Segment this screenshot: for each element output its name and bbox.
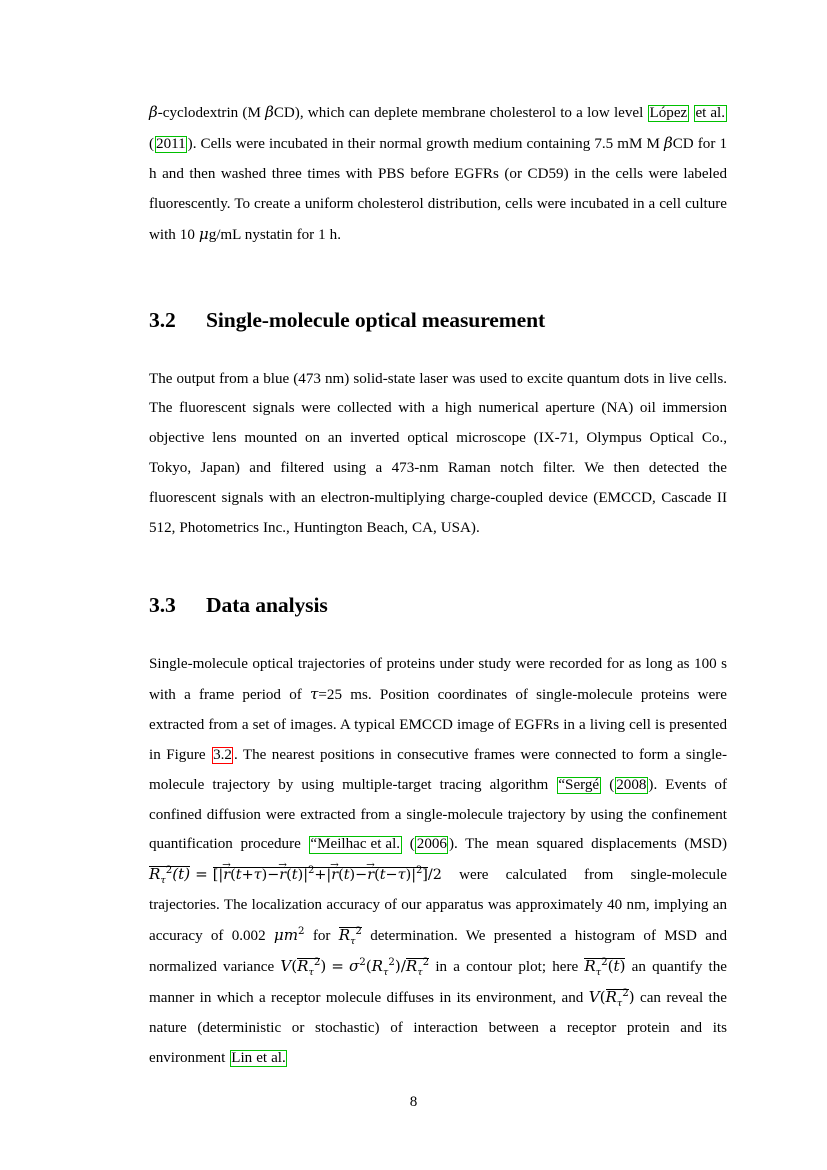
math-micron-squared: $\mu m^2$: [273, 925, 305, 945]
page-number: 8: [409, 1094, 418, 1110]
spacer-2: [149, 333, 727, 365]
open-paren-2006: (: [409, 836, 415, 853]
par3-seg3: . The nearest positions in consecutive frames were connected to form a single-molecule trajectory by using multiple-target tracing algorithm: [149, 746, 727, 793]
open-paren-2011: (: [149, 135, 155, 152]
par3-seg10: an quantify the manner in which a receptor molecule diffuses in its environment, and: [149, 959, 727, 1006]
heading-3-3-number: 3.3: [149, 592, 176, 617]
par3-seg2: =25 ms. Position coordinates of single-molecule proteins were extracted from a set of images. A typical EMCCD image of EGFRs in a living cell is presented in Figure: [149, 686, 727, 763]
spacer-4: [149, 618, 727, 650]
math-variance-2: $V(R_\tau^2)$: [588, 986, 635, 1009]
page-content: [149, 98, 727, 1074]
heading-3-3-title: Data analysis: [206, 592, 328, 617]
heading-3-2-title: Single-molecule optical measurement: [206, 307, 546, 332]
greek-mu: μ: [198, 224, 209, 243]
heading-section-3-2: [149, 307, 727, 333]
greek-beta-3: β: [664, 133, 673, 152]
math-variance-1: $V(R_\tau^2)$: [280, 956, 327, 979]
open-paren-2008: (: [609, 776, 615, 793]
greek-tau: τ: [310, 684, 319, 703]
citation-meilhac[interactable]: “Meilhac et al.: [310, 836, 401, 853]
math-msd-bar-1: $R_\tau^2$: [338, 925, 362, 948]
math-equals-2: =: [331, 957, 344, 976]
par1-seg2: CD), which can deplete membrane cholesterol to a low level: [273, 105, 648, 121]
paragraph-optical-measurement: The output from a blue (473 nm) solid-state laser was used to excite quantum dots in live cells. The fluorescent signals were collected with a high numerical aperture (NA) oil immersion objective lens mounted on an inverted optical microscope (IX-71, Olympus Optical Co., Tokyo, Japan) and filtered using a 473-nm Raman notch filter. We then detected the fluorescent signals with an electron-multiplying charge-coupled device (EMCCD, Cascade II 512, Photometrics Inc., Huntington Beach, CA, USA).: [149, 370, 727, 537]
par1-seg3: ). Cells were incubated in their normal growth medium containing 7.5 mM M: [187, 135, 664, 152]
heading-section-3-3: [149, 592, 727, 618]
math-equals: =: [195, 865, 208, 884]
par1-seg4: CD for 1 h and then washed three times with PBS before EGFRs (or CD59) in the cells were labeled fluorescently. To create a uniform cholesterol distribution, cells were incubated in a cell culture with 10: [149, 135, 727, 243]
par3-seg7: for: [304, 928, 339, 945]
par3-seg1: Single-molecule optical trajectories of proteins under study were recorded for as long as 100 s with a frame period of: [149, 655, 727, 703]
greek-beta-2: β: [265, 103, 274, 121]
par3-seg8: determination. We presented a histogram of MSD and normalized variance: [149, 928, 727, 976]
paragraph-cyclodextrin: [149, 98, 727, 251]
par3-seg6: were calculated from single-molecule trajectories. The localization accuracy of our apparatus was approximately 40 nm, implying an accuracy of 0.002: [149, 867, 727, 945]
math-msd-rhs: [|→ $r(t+\tau)-\to r(t)|^2+|\to r(t)-\to r(t-\tau)|^2]/2$: [213, 867, 442, 883]
math-msd-of-t: $R_\tau^2(t)$: [584, 956, 626, 979]
spacer-3: [149, 544, 727, 592]
citation-lin[interactable]: Lin et al.: [231, 1049, 286, 1066]
citation-lopez[interactable]: López: [649, 105, 688, 121]
citation-lopez-etal[interactable]: et al.: [695, 105, 725, 121]
reference-figure-3-2[interactable]: 3.2: [213, 746, 232, 763]
par3-seg9: in a contour plot; here: [429, 959, 585, 976]
par3-seg5: ). The mean squared displacements (MSD): [448, 836, 727, 853]
par3-seg4: ). Events of confined diffusion were extracted from a single-molecule trajectory by using the confinement quantification procedure: [149, 776, 727, 853]
math-variance-definition: $\sigma^2(R_\tau^2)/R_\tau^2$: [348, 956, 430, 979]
citation-year-2006[interactable]: 2006: [416, 836, 447, 853]
par1-seg1: -cyclodextrin (M: [157, 105, 266, 121]
citation-year-2008[interactable]: 2008: [616, 776, 647, 793]
citation-serge[interactable]: “Sergé: [558, 776, 600, 793]
greek-beta: β: [149, 103, 158, 121]
par3-seg11: can reveal the nature (deterministic or stochastic) of interaction between a receptor protein and its environment: [149, 989, 727, 1066]
citation-year-2011[interactable]: 2011: [156, 135, 186, 152]
spacer-1: [149, 251, 727, 307]
heading-3-2-number: 3.2: [149, 307, 176, 332]
par1-seg5: g/mL nystatin for 1 h.: [208, 226, 341, 243]
math-msd-lhs: $R_\tau^2(t)$: [149, 864, 191, 887]
paragraph-data-analysis: [149, 650, 727, 1074]
